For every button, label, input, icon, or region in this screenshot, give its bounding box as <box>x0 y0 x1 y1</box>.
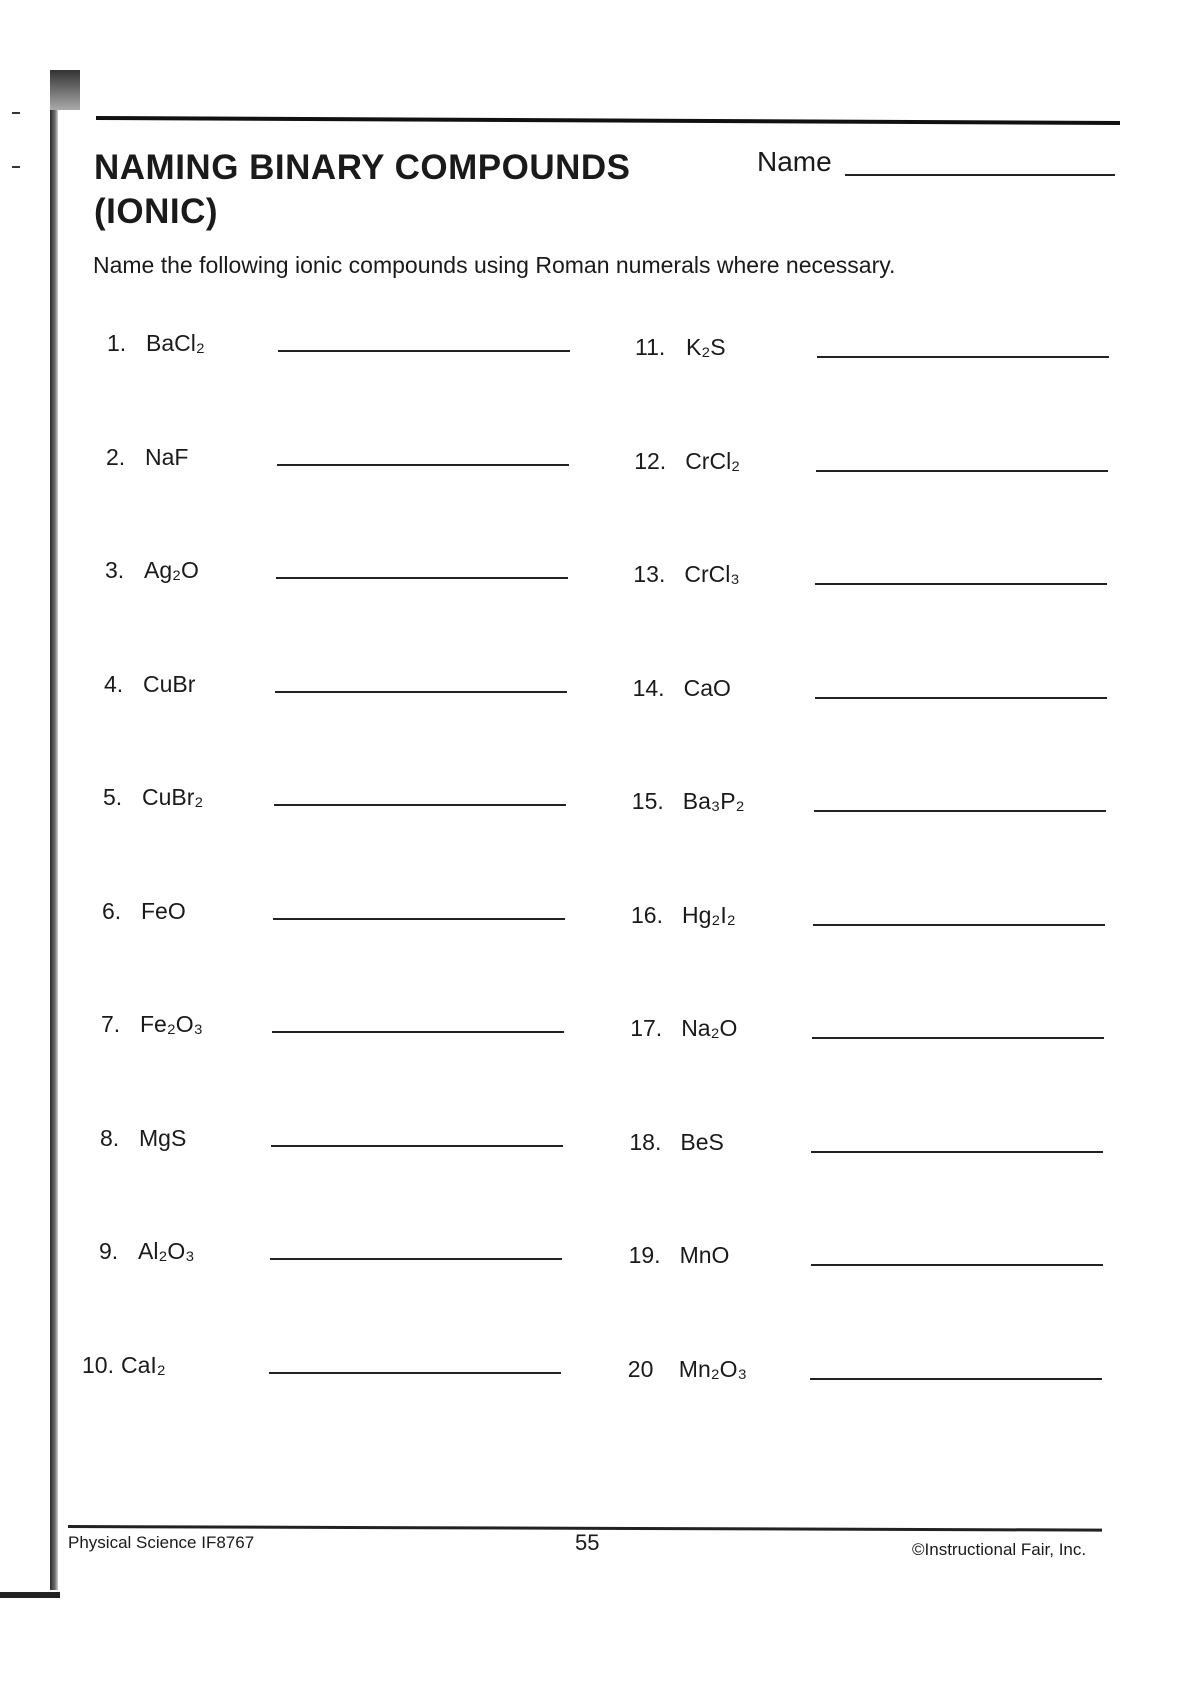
problem-number: 14. <box>632 674 665 701</box>
worksheet-title <box>94 146 714 234</box>
problem-number: 20 <box>627 1355 654 1382</box>
problem-number: 6. <box>102 897 122 924</box>
compound-formula: BeS <box>680 1128 724 1155</box>
answer-line[interactable] <box>816 470 1108 472</box>
problem-item <box>0 334 1200 374</box>
compound-formula: Al₂O₃ <box>138 1238 195 1264</box>
problem-number: 4. <box>104 670 124 697</box>
top-rule <box>96 116 1120 125</box>
answer-line[interactable] <box>814 810 1106 812</box>
problem-number: 19. <box>628 1242 661 1268</box>
compound-formula: K₂S <box>686 334 726 360</box>
answer-line[interactable] <box>815 583 1107 585</box>
problem-item <box>0 1015 1200 1055</box>
answer-line[interactable] <box>817 356 1109 358</box>
compound-formula: CuBr <box>143 670 196 697</box>
problem-number: 5. <box>103 784 123 810</box>
compound-formula: CaO <box>683 674 731 701</box>
problem-number: 10. <box>82 1351 114 1378</box>
problem-number: 3. <box>105 557 125 583</box>
answer-line[interactable] <box>810 1378 1102 1380</box>
compound-formula: CrCl₂ <box>685 447 741 474</box>
problem-number: 15. <box>631 788 664 814</box>
problem-number: 16. <box>631 901 663 928</box>
compound-formula: FeO <box>141 897 186 924</box>
name-label: Name <box>757 146 832 177</box>
problem-item <box>0 561 1200 601</box>
problem-item <box>0 1356 1200 1396</box>
compound-formula: Ag₂O <box>144 557 199 583</box>
compound-formula: Ba₃P₂ <box>682 788 745 814</box>
problem-item <box>0 1129 1200 1169</box>
problem-item <box>0 1242 1200 1282</box>
compound-formula: Mn₂O₃ <box>678 1355 747 1382</box>
problem-number: 11. <box>635 334 666 360</box>
compound-formula: NaF <box>145 443 189 470</box>
compound-formula: BaCl₂ <box>146 330 205 356</box>
problem-item <box>0 675 1200 715</box>
compound-formula: Fe₂O₃ <box>140 1011 204 1037</box>
binding-top-shadow <box>50 70 80 110</box>
instructions: Name the following ionic compounds using Roman numerals where necessary. <box>93 252 896 278</box>
compound-formula: MgS <box>139 1124 187 1151</box>
problem-number: 9. <box>99 1238 119 1264</box>
margin-tick <box>12 112 20 114</box>
answer-line[interactable] <box>813 924 1105 926</box>
problem-number: 8. <box>100 1124 120 1151</box>
binding-foot <box>0 1592 60 1598</box>
answer-line[interactable] <box>811 1151 1103 1153</box>
problem-number: 1. <box>107 330 127 356</box>
title-line-1: NAMING BINARY COMPOUNDS <box>94 148 631 187</box>
compound-formula: Na₂O <box>681 1015 738 1041</box>
problem-number: 2. <box>106 443 126 470</box>
footer-copyright: ©Instructional Fair, Inc. <box>912 1540 1087 1559</box>
problem-number: 12. <box>634 447 667 474</box>
problem-number: 17. <box>630 1015 663 1041</box>
page-number: 55 <box>575 1530 600 1555</box>
answer-line[interactable] <box>812 1037 1104 1039</box>
name-field[interactable] <box>845 174 1115 176</box>
compound-formula: CuBr₂ <box>142 784 204 810</box>
problem-item <box>0 902 1200 942</box>
compound-formula: CaI₂ <box>121 1351 166 1378</box>
problem-item <box>0 448 1200 488</box>
margin-tick <box>12 166 20 168</box>
problem-number: 18. <box>629 1128 662 1155</box>
title-line-2: (IONIC) <box>94 192 219 231</box>
compound-formula: MnO <box>679 1242 730 1268</box>
answer-line[interactable] <box>811 1264 1103 1266</box>
problem-item <box>0 788 1200 828</box>
footer-book-id: Physical Science IF8767 <box>68 1533 255 1552</box>
compound-formula: Hg₂I₂ <box>682 901 736 928</box>
problem-number: 13. <box>633 561 666 587</box>
compound-formula: CrCl₃ <box>684 561 740 587</box>
problem-number: 7. <box>101 1011 121 1037</box>
answer-line[interactable] <box>815 697 1107 699</box>
